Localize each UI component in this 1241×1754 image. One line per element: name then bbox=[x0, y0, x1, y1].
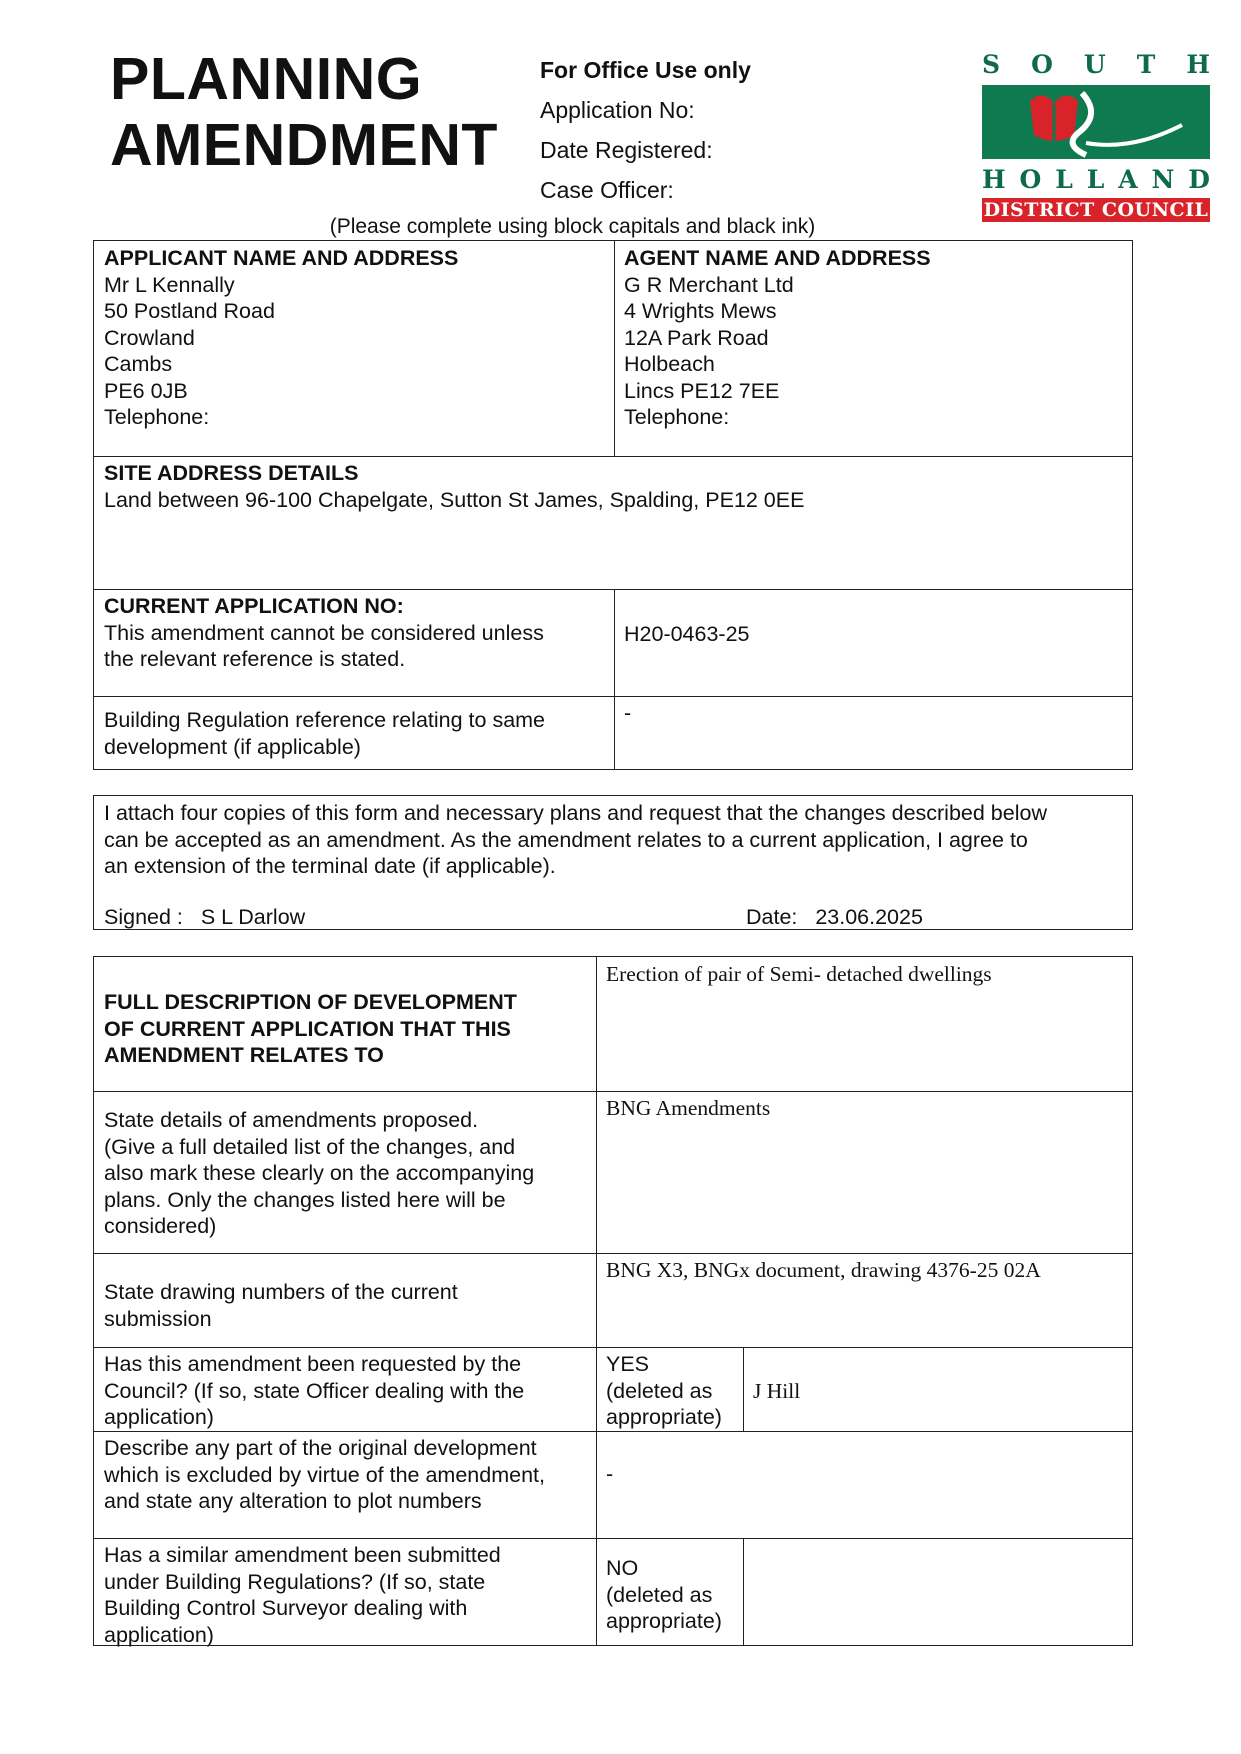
office-field-date-registered: Date Registered: bbox=[540, 137, 713, 163]
drawings-label: State drawing numbers of the current submission bbox=[104, 1280, 458, 1331]
similar-amendment-label: Has a similar amendment been submitted under Building Regulations? (If so, state Building Control Surveyor dealing with application) bbox=[104, 1543, 501, 1647]
tulip-icon bbox=[982, 85, 1210, 159]
date-label: Date: bbox=[746, 905, 798, 929]
building-reg-label: Building Regulation reference relating to same development (if applicable) bbox=[104, 708, 546, 759]
council-logo bbox=[982, 50, 1210, 221]
date-row bbox=[736, 900, 933, 935]
signed-row bbox=[94, 900, 315, 935]
date-value: 23.06.2025 bbox=[815, 905, 923, 929]
applicant-site-table bbox=[93, 240, 1133, 770]
applicant-address-line: Crowland bbox=[104, 325, 195, 350]
applicant-name: Mr L Kennally bbox=[104, 272, 235, 297]
logo-district-council: DISTRICT COUNCIL bbox=[983, 199, 1209, 221]
declaration-box bbox=[93, 795, 1133, 930]
excluded-label: Describe any part of the original development which is excluded by virtue of the amendment, and state any alteration to plot numbers bbox=[104, 1436, 545, 1513]
title-line-1: PLANNING bbox=[110, 46, 423, 112]
signed-value: S L Darlow bbox=[200, 905, 306, 929]
applicant-postcode: PE6 0JB bbox=[104, 378, 188, 403]
similar-amendment-choice: NO (deleted as appropriate) bbox=[606, 1556, 722, 1633]
logo-south-letters: S O U T H bbox=[982, 50, 1210, 79]
agent-address-line: Holbeach bbox=[624, 352, 715, 376]
agent-address-line: 4 Wrights Mews bbox=[624, 299, 777, 323]
agent-address-line: Lincs PE12 7EE bbox=[624, 378, 780, 403]
excluded-value: - bbox=[606, 1462, 614, 1486]
current-app-heading: CURRENT APPLICATION NO: bbox=[104, 594, 404, 618]
applicant-address-line: Cambs bbox=[104, 352, 173, 376]
title-line-2: AMENDMENT bbox=[110, 112, 498, 178]
page-title bbox=[110, 46, 498, 178]
tulip-emblem bbox=[982, 85, 1210, 159]
declaration-text: I attach four copies of this form and necessary plans and request that the changes described below can be accepted as an amendment. As the amendment relates to a current application, I agree to an extension of the terminal date (if applicable). bbox=[104, 801, 1047, 878]
agent-name: G R Merchant Ltd bbox=[624, 272, 794, 297]
site-address: Land between 96-100 Chapelgate, Sutton St James, Spalding, PE12 0EE bbox=[104, 487, 805, 512]
office-field-case-officer: Case Officer: bbox=[540, 177, 674, 203]
office-field-application-no: Application No: bbox=[540, 97, 695, 123]
logo-holland-letters: H O L L A N D bbox=[982, 165, 1210, 194]
amendments-value: BNG Amendments bbox=[606, 1096, 771, 1120]
signed-label: Signed : bbox=[104, 905, 183, 929]
council-request-label: Has this amendment been requested by the Council? (If so, state Officer dealing with the application) bbox=[104, 1352, 525, 1429]
current-app-label: CURRENT APPLICATION NO: This amendment cannot be considered unless the relevant reference is stated. bbox=[94, 589, 614, 677]
drawings-value: BNG X3, BNGx document, drawing 4376-25 02A bbox=[606, 1258, 1041, 1282]
description-label: FULL DESCRIPTION OF DEVELOPMENT OF CURRENT APPLICATION THAT THIS AMENDMENT RELATES TO bbox=[104, 990, 517, 1067]
details-table bbox=[93, 956, 1133, 1646]
agent-telephone: Telephone: bbox=[624, 405, 730, 429]
agent-heading: AGENT NAME AND ADDRESS bbox=[624, 246, 931, 270]
description-value: Erection of pair of Semi- detached dwellings bbox=[606, 962, 992, 986]
applicant-address-line: 50 Postland Road bbox=[104, 299, 275, 323]
applicant-section bbox=[94, 241, 614, 435]
council-officer: J Hill bbox=[753, 1379, 801, 1403]
current-app-number: H20-0463-25 bbox=[624, 622, 750, 646]
council-request-choice: YES (deleted as appropriate) bbox=[606, 1352, 722, 1429]
instruction-note: (Please complete using block capitals and black ink) bbox=[329, 215, 816, 238]
agent-address-line: 12A Park Road bbox=[624, 325, 769, 350]
office-use-heading: For Office Use only bbox=[540, 57, 751, 83]
office-use-block bbox=[540, 50, 751, 210]
applicant-telephone: Telephone: bbox=[104, 405, 210, 429]
site-section bbox=[94, 456, 1132, 517]
site-heading: SITE ADDRESS DETAILS bbox=[104, 461, 359, 485]
amendments-label: State details of amendments proposed. (Give a full detailed list of the changes, and also mark these clearly on the accompanying plans. Only the changes listed here will be considered) bbox=[104, 1108, 535, 1238]
building-reg-value: - bbox=[624, 701, 632, 725]
agent-section bbox=[614, 241, 1132, 435]
applicant-heading: APPLICANT NAME AND ADDRESS bbox=[104, 246, 459, 270]
